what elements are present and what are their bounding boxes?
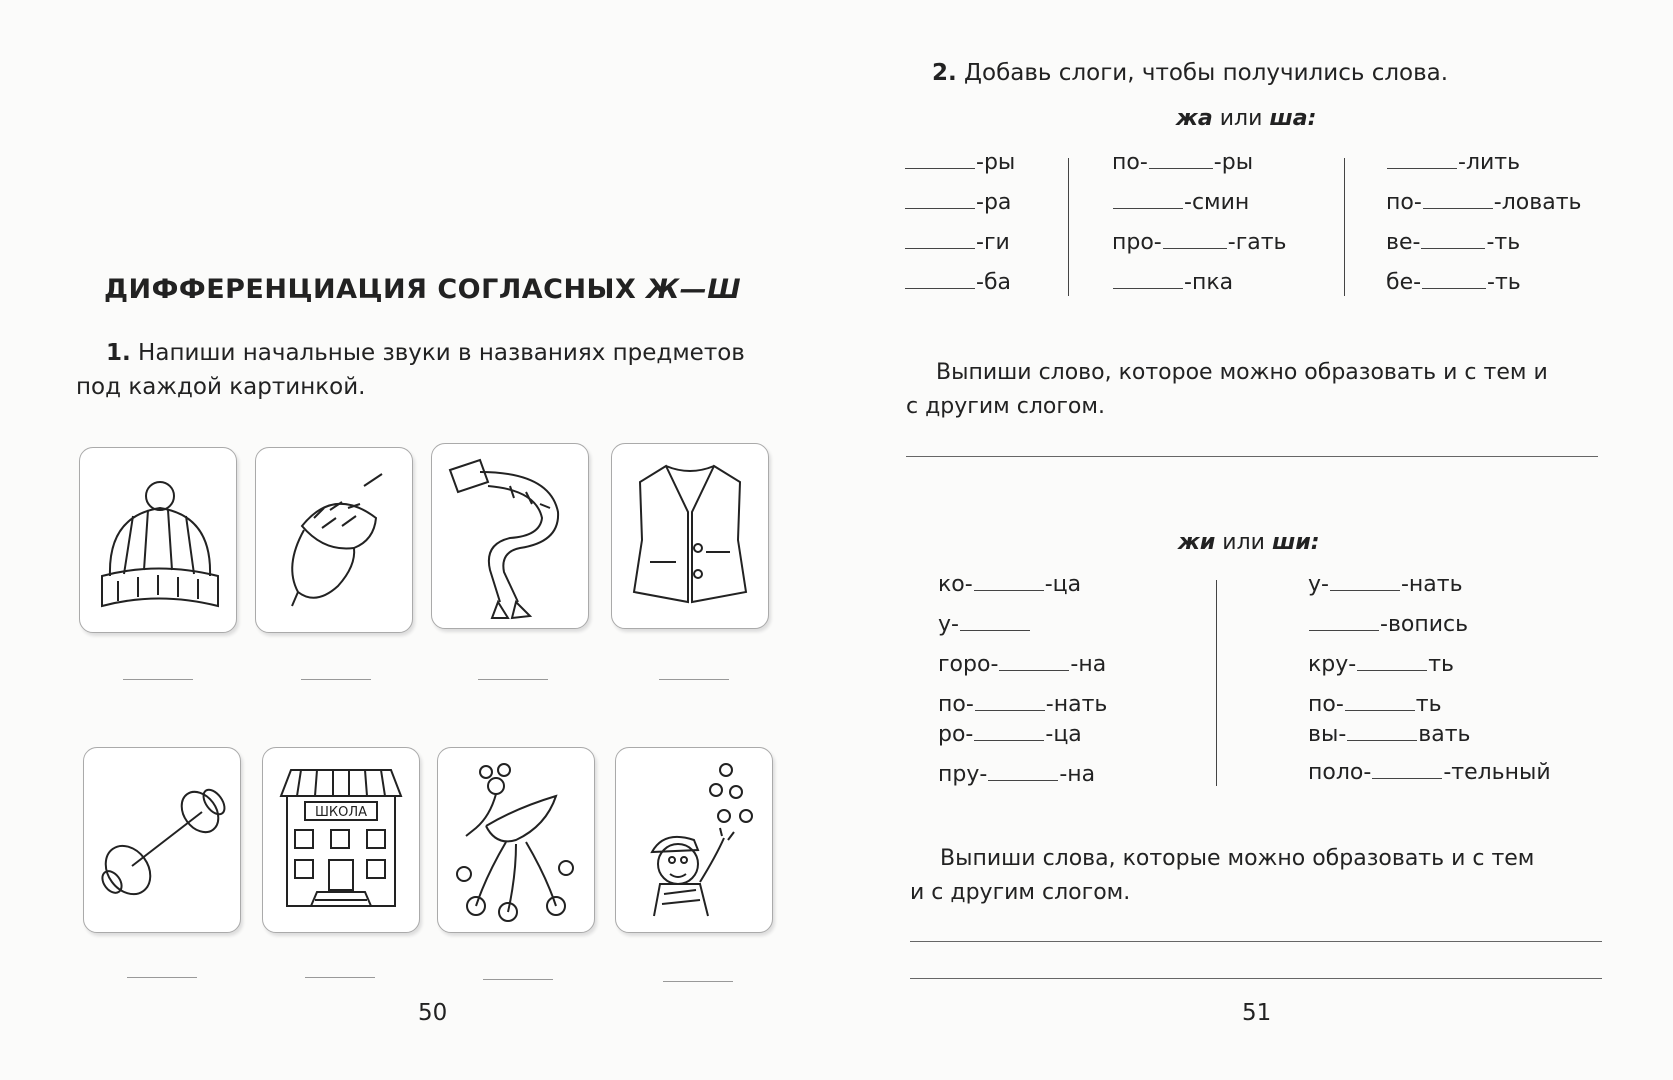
group1-instruction: Выпиши слово, которое можно образовать и с тем и с другим слогом. [906, 360, 1548, 419]
column-divider [1068, 158, 1069, 296]
blank-field[interactable] [905, 167, 975, 169]
right-page [836, 0, 1673, 1080]
write-line[interactable] [910, 978, 1602, 979]
blank-field[interactable] [1347, 739, 1417, 741]
acorn-icon [264, 456, 404, 624]
blank-field[interactable] [905, 207, 975, 209]
syllable-exercise: -вопись [1308, 612, 1468, 637]
page-number: 50 [418, 1000, 448, 1026]
school-picture [262, 747, 420, 933]
answer-line[interactable] [478, 679, 548, 680]
blank-field[interactable] [1113, 287, 1183, 289]
blank-field[interactable] [988, 779, 1058, 781]
syllable-exercise: горо- -на [938, 652, 1107, 677]
juggler-icon [624, 756, 764, 924]
syllable-exercise: -ра [904, 190, 1011, 215]
blank-field[interactable] [1357, 669, 1427, 671]
syllable-exercise: -ба [904, 270, 1011, 295]
syllable-exercise: про- -гать [1112, 230, 1287, 255]
answer-line[interactable] [659, 679, 729, 680]
group2-header: жи или ши: [1178, 530, 1320, 555]
juggler-picture [615, 747, 773, 933]
syllable-exercise: ве- -ть [1386, 230, 1521, 255]
task1-text: 1. Напиши начальные звуки в названиях предметов под каждой картинкой. [76, 340, 745, 400]
answer-line[interactable] [483, 979, 553, 980]
firebird-icon [446, 756, 586, 924]
section-heading: ДИФФЕРЕНЦИАЦИЯ СОГЛАСНЫХ Ж—Ш [104, 274, 742, 305]
blank-field[interactable] [974, 589, 1044, 591]
hat-picture [79, 447, 237, 633]
answer-line[interactable] [305, 977, 375, 978]
blank-field[interactable] [1309, 629, 1379, 631]
syllable-exercise: по- ть [1308, 692, 1442, 717]
blank-field[interactable] [1421, 247, 1485, 249]
left-page [0, 0, 836, 1080]
answer-line[interactable] [301, 679, 371, 680]
column-divider [1344, 158, 1345, 296]
syllable-exercise: кру- ть [1308, 652, 1454, 677]
syllable-exercise: у- -нать [1308, 572, 1463, 597]
blank-field[interactable] [975, 709, 1045, 711]
answer-line[interactable] [123, 679, 193, 680]
blank-field[interactable] [1372, 777, 1442, 779]
syllable-exercise: вы- вать [1308, 722, 1471, 747]
barbell-picture [83, 747, 241, 933]
write-line[interactable] [906, 456, 1598, 457]
task2-text: 2. Добавь слоги, чтобы получились слова. [932, 60, 1449, 86]
hat-icon [88, 456, 228, 624]
column-divider [1216, 580, 1217, 786]
group2-instruction: Выпиши слова, которые можно образовать и с тем и с другим слогом. [910, 846, 1535, 905]
blank-field[interactable] [974, 739, 1044, 741]
syllable-exercise: у- [938, 612, 1031, 637]
answer-line[interactable] [663, 981, 733, 982]
school-icon [271, 756, 411, 924]
blank-field[interactable] [1423, 207, 1493, 209]
blank-field[interactable] [960, 629, 1030, 631]
syllable-exercise: -смин [1112, 190, 1249, 215]
blank-field[interactable] [999, 669, 1069, 671]
syllable-exercise: -ги [904, 230, 1010, 255]
syllable-exercise: ко- -ца [938, 572, 1082, 597]
blank-field[interactable] [905, 247, 975, 249]
write-line[interactable] [910, 941, 1602, 942]
page-number: 51 [1242, 1000, 1272, 1026]
blank-field[interactable] [1387, 167, 1457, 169]
blank-field[interactable] [1113, 207, 1183, 209]
acorn-picture [255, 447, 413, 633]
school-sign: ШКОЛА [314, 805, 368, 820]
syllable-exercise: бе- -ть [1386, 270, 1521, 295]
answer-line[interactable] [127, 977, 197, 978]
syllable-exercise: по- -ры [1112, 150, 1254, 175]
barbell-icon [92, 756, 232, 924]
group1-header: жа или ша: [1176, 106, 1317, 131]
blank-field[interactable] [1422, 287, 1486, 289]
vest-icon [620, 452, 760, 620]
syllable-exercise: ро- -ца [938, 722, 1082, 747]
syllable-exercise: -пка [1112, 270, 1233, 295]
scarf-picture [431, 443, 589, 629]
blank-field[interactable] [905, 287, 975, 289]
blank-field[interactable] [1149, 167, 1213, 169]
vest-picture [611, 443, 769, 629]
blank-field[interactable] [1345, 709, 1415, 711]
blank-field[interactable] [1163, 247, 1227, 249]
syllable-exercise: поло- -тельный [1308, 760, 1551, 785]
syllable-exercise: -лить [1386, 150, 1520, 175]
firebird-picture [437, 747, 595, 933]
syllable-exercise: по- -нать [938, 692, 1108, 717]
syllable-exercise: пру- -на [938, 762, 1096, 787]
syllable-exercise: по- -ловать [1386, 190, 1582, 215]
blank-field[interactable] [1330, 589, 1400, 591]
syllable-exercise: -ры [904, 150, 1015, 175]
scarf-icon [440, 452, 580, 620]
